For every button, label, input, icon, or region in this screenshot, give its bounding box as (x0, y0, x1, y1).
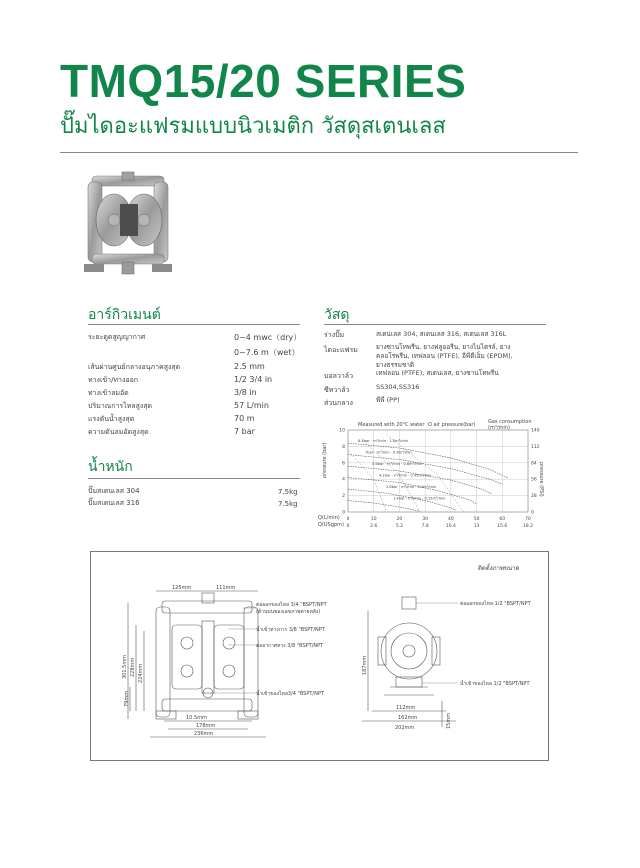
weight-label: ปั๊มสเตนเลส 304 (88, 487, 140, 495)
material-value: พีพี (PP) (376, 396, 400, 404)
chart-x-tick-lpm: 70 (525, 517, 531, 522)
pump-product-image (84, 170, 174, 282)
material-value: สเตนเลส 304, สเตนเลส 316, สเตนเลส 316L (376, 330, 507, 338)
chart-x-tick-lpm: 60 (499, 517, 506, 522)
material-label: ร่างปั๊ม (324, 331, 345, 339)
material-divider (324, 324, 546, 325)
front-view-leaders (214, 608, 256, 693)
chart-annotation: 8.4bar · m³/min · 1.0m³/min (358, 439, 409, 444)
dim-front-h2: 228mm (130, 657, 136, 677)
dim-front-w3: 236mm (194, 731, 214, 737)
label-fluid-outlet-note: (ด้านบนของเลขภาพตายหลัง) (256, 609, 321, 615)
dim-front-h3: 224mm (138, 663, 144, 683)
chart-legend: Gas consumption (m³/min) (488, 419, 532, 431)
spec-value: 3/8 in (234, 388, 257, 397)
side-view-leaders (416, 603, 458, 683)
dim-front-w1: 10.5mm (186, 715, 207, 721)
chart-x-tick-gpm: 2.6 (370, 524, 378, 529)
chart-y-tick-left: 4 (342, 477, 345, 483)
chart-y-tick-left: 6 (342, 461, 345, 467)
spec-value: 7 bar (234, 427, 255, 436)
chart-title: Measured with 20°C water (358, 422, 425, 428)
chart-y-tick-left: 10 (339, 428, 345, 434)
spec-value: 1/2 3/4 in (234, 375, 273, 384)
material-label: ไดอะแฟรม (324, 346, 358, 354)
arguments-heading: อาร์กิวเมนต์ (88, 307, 161, 323)
chart-x-tick-gpm: 5.2 (395, 524, 404, 529)
drawing-title: ติดตั้งภาพขนาด (478, 565, 520, 572)
spec-row (88, 412, 303, 425)
spec-label: ความดันลมอัดสูงสุด (88, 428, 149, 436)
weight-value: 7.5kg (278, 500, 298, 508)
chart-y-tick-right: 112 (531, 444, 540, 450)
spec-value: 57 L/min (234, 401, 269, 410)
chart-subtitle: O air pressure(bar) (428, 422, 476, 428)
spec-value: 70 m (234, 414, 255, 423)
page-title: TMQ15/20 SERIES (60, 55, 467, 107)
chart-annotation: 7bar · m³/min · 0.8m³/min (365, 450, 412, 455)
weight-divider (88, 478, 300, 479)
spec-row (88, 386, 303, 399)
spec-label: ปริมาณการไหลสูงสุด (88, 402, 153, 410)
material-value: SS304,SS316 (376, 383, 420, 391)
spec-value: 2.5 mm (234, 362, 265, 371)
chart-x-tick-gpm: 13 (473, 524, 480, 529)
spec-label: เส้นผ่านศูนย์กลางอนุภาคสูงสุด (88, 363, 181, 371)
dim-side-h1: 187mm (362, 655, 368, 675)
weight-heading: น้ำหนัก (88, 459, 133, 475)
spec-value: 0~4 mwc（dry） (234, 333, 302, 342)
material-value: เทฟลอน (PTFE), สเตนเลส, ยางซานโทพรีน (376, 369, 499, 377)
spec-row (88, 373, 303, 386)
chart-x-tick-gpm: 15.6 (497, 524, 508, 529)
dim-front-top1: 125mm (172, 585, 192, 591)
chart-x-tick-gpm: 10.4 (445, 524, 456, 529)
label-side-outlet: ต่อออกของไหล 1/2 "BSPT/NPT (460, 601, 531, 607)
arguments-table (88, 330, 303, 438)
label-fluid-outlet: ต่อออกของไหล 3/4 "BSPT/NPT (256, 602, 327, 608)
spec-label: ทางเข้าลมอัด (88, 389, 129, 397)
chart-x-tick-gpm: 0 (346, 524, 350, 529)
label-air-inlet: น้ำเข้าทางการ 3/8 "BSPT/NPT (256, 627, 325, 633)
spec-value: 0~7.6 m（wet） (234, 348, 300, 357)
dim-front-w2: 178mm (196, 723, 216, 729)
material-label: บอลวาล์ว (324, 372, 354, 380)
spec-row (88, 399, 303, 412)
spec-label: แรงดันน้ำสูงสุด (88, 415, 135, 423)
material-label: ส่วนกลาง (324, 399, 353, 407)
chart-y-tick-left: 8 (342, 444, 345, 450)
chart-annotation: 4.2bar · m³/min · 0.45m³/min (379, 473, 432, 478)
chart-y-tick-right: 28 (531, 494, 537, 500)
label-side-inlet: น้ำเข้าของไหล 1/2 "BSPT/NPT (460, 681, 530, 687)
weight-label: ปั๊มสเตนเลส 316 (88, 499, 140, 507)
material-value: ยางซานโทพรีน, ยางฟลูออรีน, ยางไนไตรล์, ยางคลอโรพรีน, เทฟลอน (PTFE), อีพีดีเอ็ม (EPDM), ยางธรรมชาติ (376, 343, 513, 369)
chart-x-tick-lpm: 10 (370, 517, 377, 522)
dim-side-w1: 112mm (396, 705, 416, 711)
dim-front-top2: 111mm (216, 585, 236, 591)
chart-annotation: 2.8bar · m³/min · 0.3m³/min (386, 485, 437, 490)
arguments-divider (88, 324, 300, 325)
chart-y-tick-right: 84 (531, 461, 537, 467)
chart-annotation: 1.4bar · m³/min · 0.15m³/min (393, 496, 446, 501)
chart-y-tick-right: 0 (531, 510, 534, 516)
dim-side-w2: 162mm (398, 715, 418, 721)
chart-x-tick-lpm: 20 (396, 517, 403, 522)
dim-side-t1: 15mm (446, 712, 452, 729)
chart-x-tick-lpm: 30 (422, 517, 429, 522)
spec-label: ระยะดูดสูญญากาศ (88, 333, 146, 341)
dim-side-w3: 202mm (395, 725, 415, 731)
label-air-outlet: ต่ออากาศทาง 3/8 "BSPT/NPT (256, 643, 324, 649)
chart-xlabel-lpm: Q(L/min) (318, 515, 340, 521)
chart-y-tick-left: 0 (342, 510, 345, 516)
dim-front-h1: 301.5mm (122, 654, 128, 679)
weight-value: 7.5kg (278, 488, 298, 496)
chart-ylabel-left: pressure (bar) (322, 442, 328, 478)
chart-y-tick-right: 140 (531, 428, 540, 434)
chart-y-tick-right: 56 (531, 477, 537, 483)
spec-row (88, 360, 303, 373)
label-fluid-inlet: น้ำเข้าของไหล3/4 "BSPT/NPT (256, 691, 324, 697)
performance-chart-svg (322, 418, 552, 540)
material-label: ซีทวาล์ว (324, 386, 350, 394)
chart-x-tick-lpm: 40 (447, 517, 454, 522)
chart-x-tick-gpm: 18.2 (522, 524, 534, 529)
header-divider (60, 152, 578, 153)
spec-row (88, 425, 303, 438)
chart-y-tick-left: 2 (342, 494, 345, 500)
spec-row (88, 345, 303, 360)
dimension-drawings (90, 551, 547, 759)
chart-ylabel-right: pressure (PSI) (538, 462, 544, 497)
chart-x-tick-gpm: 7.8 (421, 524, 429, 529)
chart-annotation: 5.6bar · m³/min · 0.6m³/min (372, 462, 423, 467)
chart-x-tick-lpm: 0 (346, 517, 350, 522)
material-heading: วัสดุ (324, 307, 350, 323)
chart-xlabel-gpm: Q(USgpm) (318, 522, 344, 528)
page-subtitle: ปั๊มไดอะแฟรมแบบนิวเมติก วัสดุสเตนเลส (60, 114, 446, 139)
spec-label: ทางเข้า/ทางออก (88, 376, 139, 384)
dim-front-h4: 79mm (124, 690, 130, 707)
spec-row (88, 330, 303, 345)
performance-chart (318, 418, 552, 540)
chart-x-tick-lpm: 50 (473, 517, 480, 522)
